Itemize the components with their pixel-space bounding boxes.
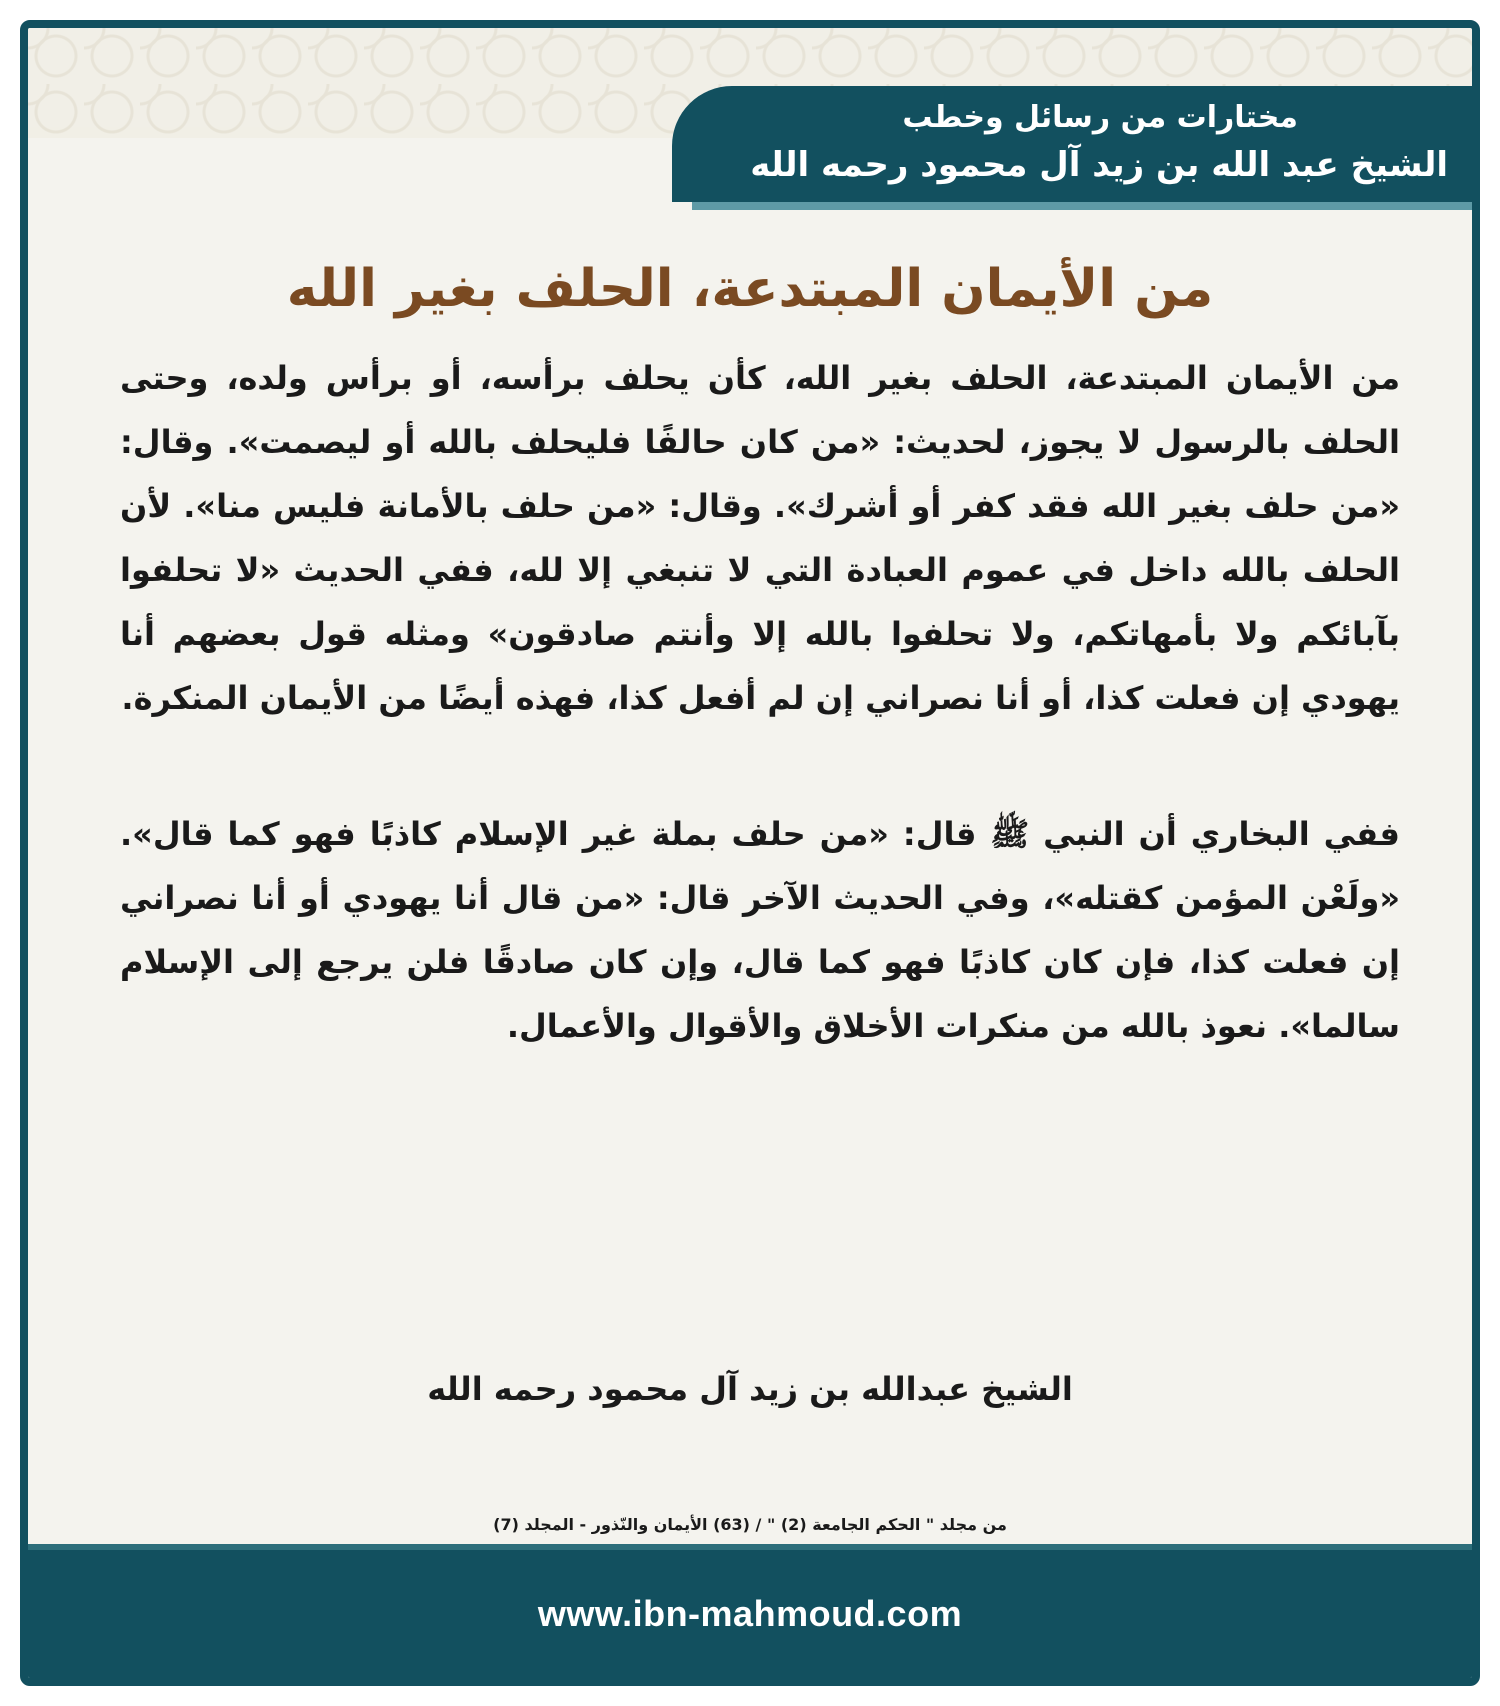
card-frame xyxy=(20,20,1480,1686)
source-citation: من مجلد " الحكم الجامعة (2) " / (63) الأيمان والنّذور - المجلد (7) xyxy=(493,1515,1007,1534)
page-title: من الأيمان المبتدعة، الحلف بغير الله xyxy=(286,259,1214,319)
article-body xyxy=(120,346,1400,1130)
author-signature: الشيخ عبدالله بن زيد آل محمود رحمه الله xyxy=(427,1370,1073,1408)
paragraph-2: ففي البخاري أن النبي ﷺ قال: «من حلف بملة غير الإسلام كاذبًا فهو كما قال». «ولَعْن المؤمن كقتله»، وفي الحديث الآخر قال: «من قال أنا يهودي أو أنا نصراني إن فعلت كذا، فإن كان كاذبًا فهو كما قال، وإن كان صادقًا فلن يرجع إلى الإسلام سالما». نعوذ بالله من منكرات الأخلاق والأقوال والأعمال. xyxy=(120,815,1400,1045)
footer-band xyxy=(28,1544,1472,1678)
header-band xyxy=(672,86,1472,202)
paragraph-1: من الأيمان المبتدعة، الحلف بغير الله، كأن يحلف برأسه، أو برأس ولده، وحتى الحلف بالرسول لا يجوز، لحديث: «من كان حالفًا فليحلف بالله أو ليصمت». وقال: «من حلف بغير الله فقد كفر أو أشرك». وقال: «من حلف بالأمانة فليس منا». لأن الحلف بالله داخل في عموم العبادة التي لا تنبغي إلا لله، ففي الحديث «لا تحلفوا بآبائكم ولا بأمهاتكم، ولا تحلفوا بالله إلا وأنتم صادقون» ومثله قول بعضهم أنا يهودي إن فعلت كذا، أو أنا نصراني إن لم أفعل كذا، فهذه أيضًا من الأيمان المنكرة. xyxy=(120,359,1400,717)
header-author: الشيخ عبد الله بن زيد آل محمود رحمه الله xyxy=(750,145,1448,185)
header-series-title: مختارات من رسائل وخطب xyxy=(902,100,1298,135)
website-url[interactable]: www.ibn-mahmoud.com xyxy=(537,1593,963,1634)
